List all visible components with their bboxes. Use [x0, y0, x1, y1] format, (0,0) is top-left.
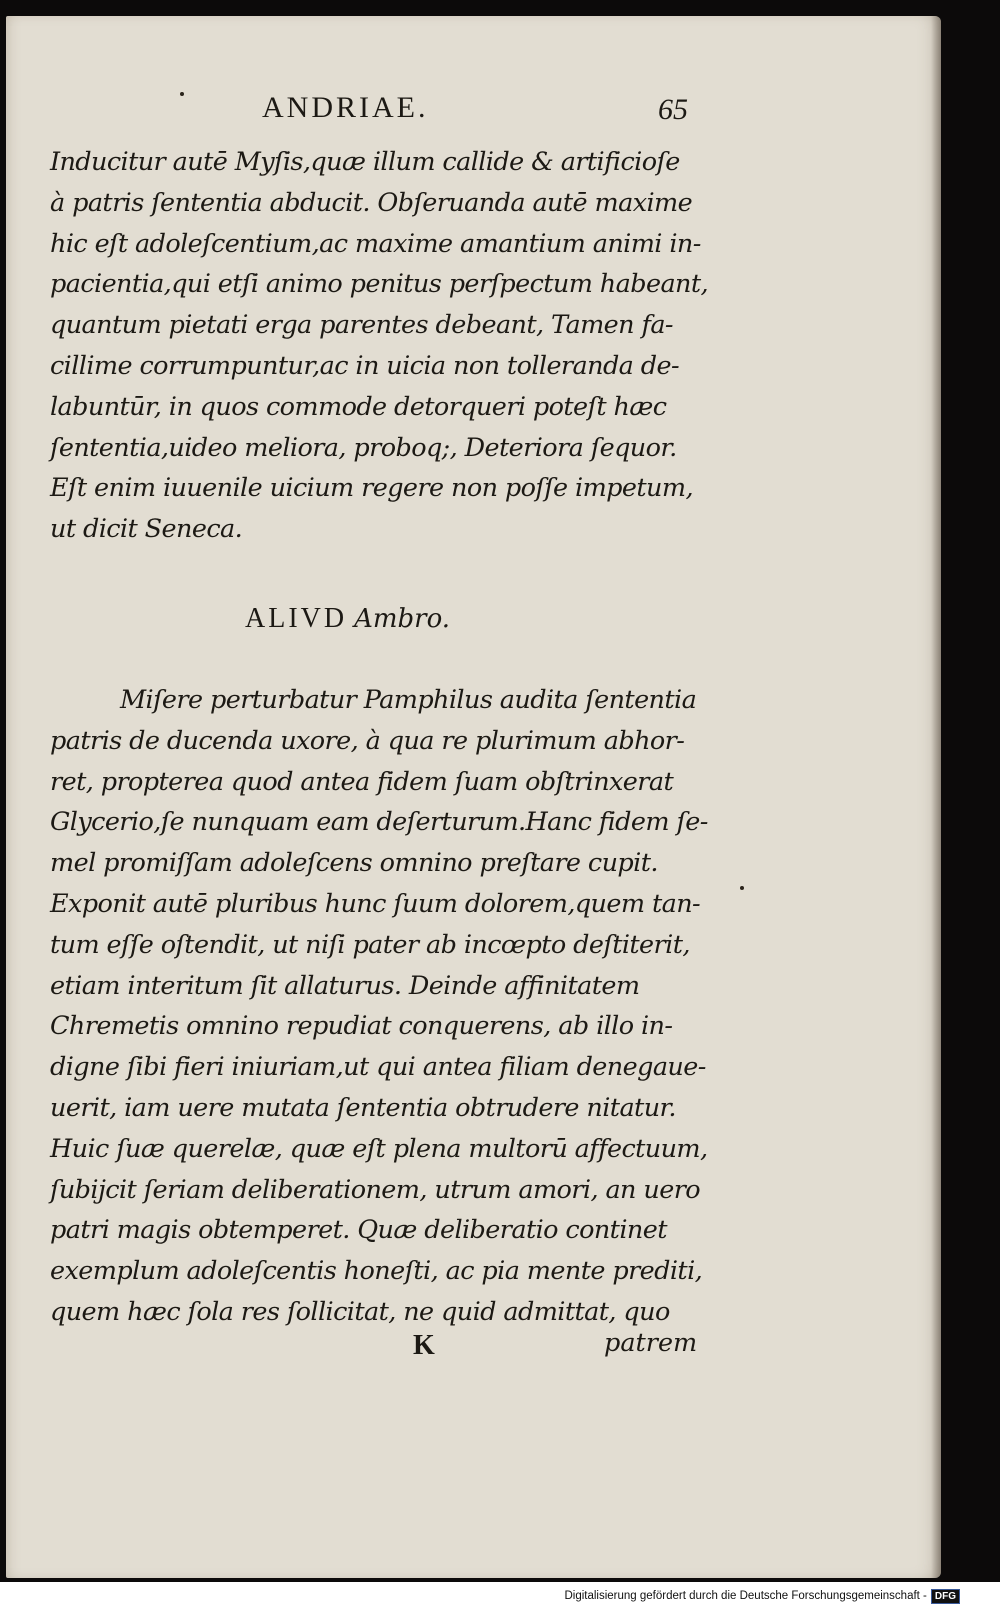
text-line: exemplum adoleſcentis honeſti, ac pia mente prediti,: [50, 1256, 703, 1287]
page-number: 65: [658, 93, 688, 126]
running-head: ANDRIAE.: [262, 91, 429, 124]
text-line: etiam interitum ſit allaturus. Deinde affinitatem: [50, 970, 640, 1001]
credit-text: Digitalisierung gefördert durch die Deutsche Forschungsgemeinschaft -: [564, 1590, 927, 1602]
dfg-logo-icon: DFG: [931, 1589, 960, 1604]
text-line: patri magis obtemperet. Quæ deliberatio continet: [50, 1215, 667, 1246]
signature-mark: K: [413, 1330, 435, 1361]
section-heading: [245, 603, 450, 635]
text-line: Miſere perturbatur Pamphilus audita ſententia: [120, 685, 697, 715]
text-line: cillime corrumpuntur,ac in uicia non tolleranda de-: [50, 350, 680, 381]
text-line: uerit, iam uere mutata ſententia obtrudere nitatur.: [50, 1092, 676, 1123]
text-line: tum eſſe oſtendit, ut niſi pater ab incœpto deſtiterit,: [50, 929, 690, 960]
text-line: à patris ſententia abducit. Obſeruanda autē maxime: [50, 187, 693, 218]
text-line: Eſt enim iuuenile uicium regere non poſſe impetum,: [50, 473, 693, 504]
text-line: ſubijcit ſeriam deliberationem, utrum amori, an uero: [50, 1174, 701, 1205]
text-line: Exponit autē pluribus hunc ſuum dolorem,quem tan-: [50, 888, 701, 919]
text-line: digne ſibi fieri iniuriam,ut qui antea filiam denegaue-: [50, 1052, 706, 1083]
text-line: labuntūr, in quos commode detorqueri poteſt hæc: [50, 391, 667, 422]
text-line: ret, propterea quod antea fidem ſuam obſtrinxerat: [50, 766, 674, 797]
text-line: Huic ſuæ querelæ, quæ eſt plena multorū affectuum,: [50, 1133, 708, 1164]
text-line: patris de ducenda uxore, à qua re plurimum abhor-: [50, 725, 685, 756]
commentary-paragraph-two: [50, 680, 708, 1333]
section-heading-name: Ambro.: [354, 604, 451, 634]
text-line: quantum pietati erga parentes debeant, Tamen fa-: [50, 310, 673, 341]
text-line: ut dicit Seneca.: [50, 514, 243, 545]
catchword: patrem: [604, 1328, 698, 1358]
section-heading-caps: ALIVD: [245, 603, 348, 634]
text-line: hic eſt adoleſcentium,ac maxime amantium animi in-: [50, 228, 701, 259]
text-line: mel promiſſam adoleſcens omnino preſtare cupit.: [50, 848, 658, 879]
text-line: quem hæc ſola res ſollicitat, ne quid admittat, quo: [50, 1296, 670, 1327]
text-line: Glycerio,ſe nunquam eam deſerturum.Hanc fidem ſe-: [50, 807, 708, 838]
text-line: Inducitur autē Myſis,quæ illum callide & artificioſe: [50, 147, 680, 177]
digitization-credit: [564, 1588, 960, 1604]
ink-speck: [740, 886, 744, 890]
text-line: pacientia,qui etſi animo penitus perſpectum habeant,: [50, 269, 709, 300]
commentary-paragraph-one: [50, 142, 708, 550]
text-line: ſententia,uideo meliora, proboq;, Deteriora ſequor.: [50, 432, 677, 463]
text-line: Chremetis omnino repudiat conquerens, ab illo in-: [50, 1011, 673, 1042]
ink-speck: [180, 92, 184, 96]
